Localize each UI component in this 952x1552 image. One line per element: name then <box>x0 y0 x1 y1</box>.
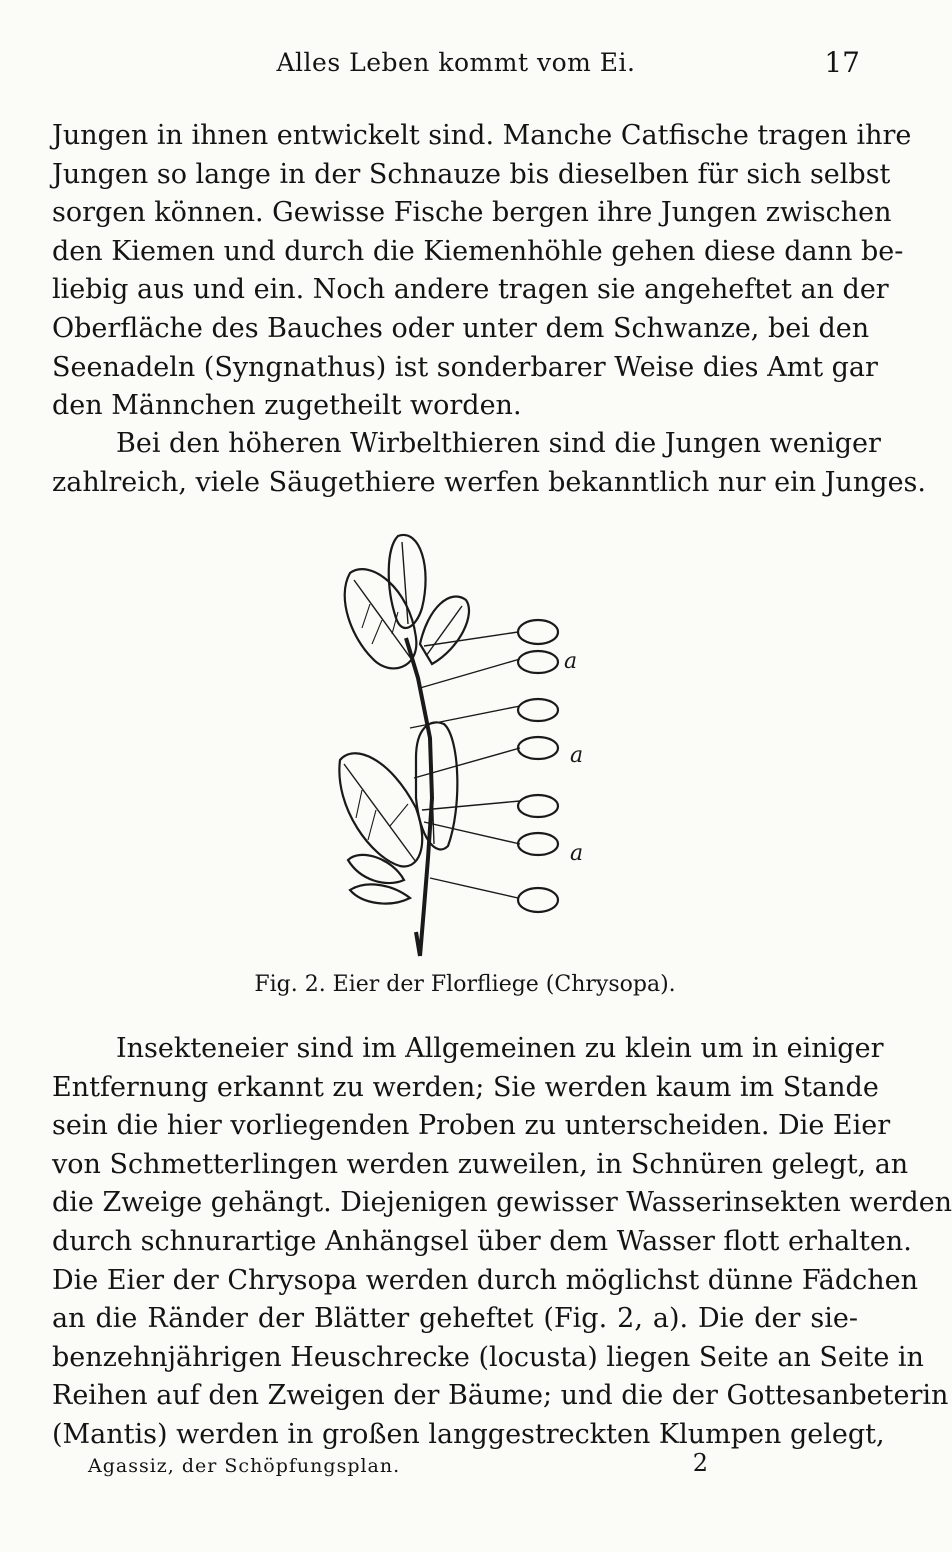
text-line: liebig aus und ein. Noch andere tragen sie angeheftet an der <box>52 274 889 306</box>
text-line: Jungen in ihnen entwickelt sind. Manche Catfische tragen ihre <box>52 120 912 151</box>
text-line: Die Eier der Chrysopa werden durch möglichst dünne Fädchen <box>52 1264 918 1296</box>
text-line: benzehnjährigen Heuschrecke (locusta) liegen Seite an Seite in <box>52 1341 924 1373</box>
leaf <box>339 753 422 866</box>
egg <box>518 651 558 673</box>
leaf <box>350 884 410 903</box>
text-line: Oberfläche des Bauches oder unter dem Schwanze, bei den <box>52 312 870 344</box>
text-line: Insekteneier sind im Allgemeinen zu klein um in einiger <box>116 1033 884 1064</box>
egg <box>518 737 558 759</box>
text-line: Reihen auf den Zweigen der Bäume; und die der Gottesanbeterin <box>52 1380 949 1412</box>
text-line: den Kiemen und durch die Kiemenhöhle gehen diese dann be- <box>52 235 904 267</box>
text-line: sorgen können. Gewisse Fische bergen ihre Jungen zwischen <box>52 197 892 229</box>
text-line: von Schmetterlingen werden zuweilen, in Schnüren gelegt, an <box>52 1148 909 1180</box>
egg <box>518 699 558 721</box>
text-line: durch schnurartige Anhängsel über dem Wasser flott erhalten. <box>52 1225 912 1257</box>
page-number: 17 <box>824 46 860 79</box>
paragraph-1 <box>52 117 912 426</box>
signature-line: Agassiz, der Schöpfungsplan. <box>88 1455 401 1477</box>
text-line: die Zweige gehängt. Diejenigen gewisser Wasserinsekten werden <box>52 1187 952 1219</box>
running-header <box>52 44 860 84</box>
stem-base <box>416 932 420 956</box>
footer <box>88 1449 708 1485</box>
text-line: Bei den höheren Wirbelthieren sind die Jungen weniger <box>116 428 881 459</box>
label-a: a <box>564 649 578 674</box>
label-a: a <box>570 743 584 768</box>
text-line: den Männchen zugetheilt worden. <box>52 390 522 422</box>
label-a: a <box>570 841 584 866</box>
egg <box>518 888 558 912</box>
running-title: Alles Leben kommt vom Ei. <box>276 48 636 77</box>
text-line: zahlreich, viele Säugethiere werfen bekanntlich nur ein Junges. <box>52 466 926 498</box>
branch-illustration <box>320 528 620 968</box>
text-line: (Mantis) werden in großen langgestreckten Klumpen gelegt, <box>52 1418 885 1450</box>
figure-caption: Fig. 2. Eier der Florfliege (Chrysopa). <box>254 972 676 997</box>
paragraph-2 <box>52 425 926 502</box>
egg <box>518 620 558 644</box>
leaf <box>348 855 404 883</box>
text-line: Entfernung erkannt zu werden; Sie werden kaum im Stande <box>52 1071 879 1103</box>
figure-chrysopa-eggs <box>320 528 620 968</box>
text-line: Jungen so lange in der Schnauze bis dieselben für sich selbst <box>52 158 891 190</box>
text-line: Seenadeln (Syngnathus) ist sonderbarer Weise dies Amt gar <box>52 351 878 383</box>
paragraph-3 <box>52 1030 952 1455</box>
egg <box>518 833 558 855</box>
text-line: an die Ränder der Blätter geheftet (Fig. 2, a). Die der sie- <box>52 1303 858 1335</box>
sheet-number: 2 <box>692 1449 708 1477</box>
egg <box>518 795 558 817</box>
text-line: sein die hier vorliegenden Proben zu unterscheiden. Die Eier <box>52 1110 891 1142</box>
